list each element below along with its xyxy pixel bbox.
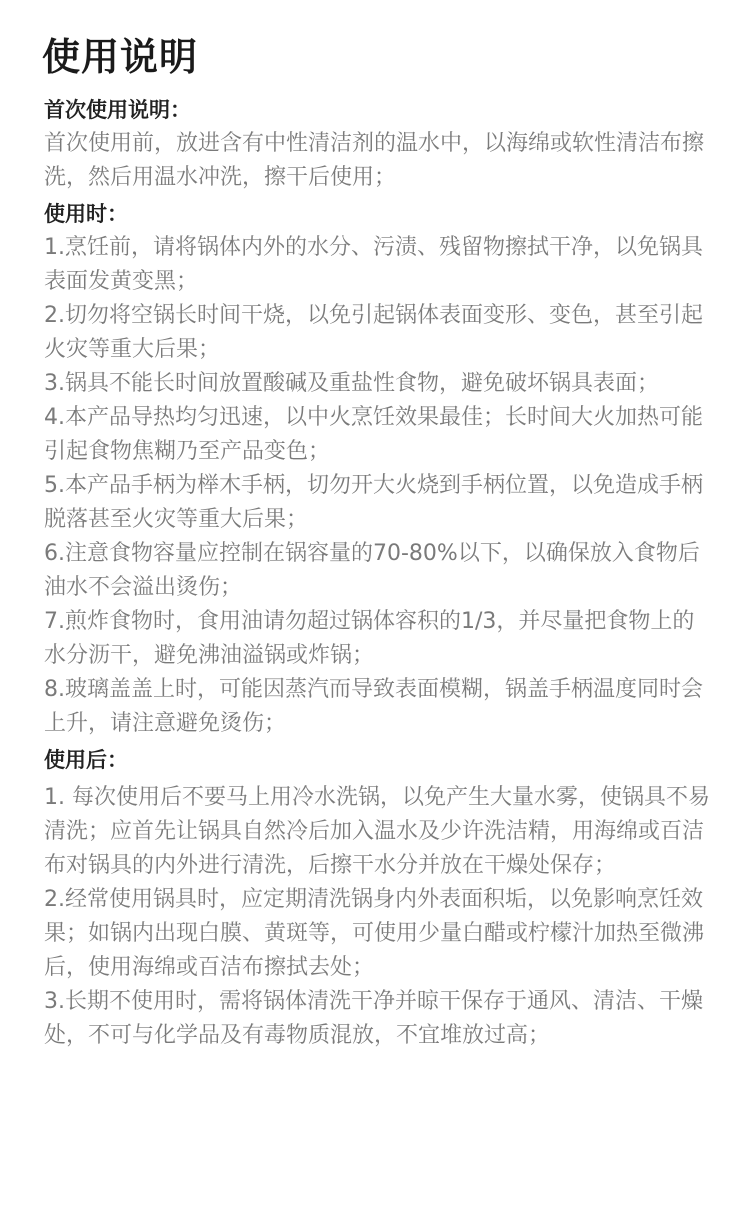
- during-use-item-3: 3.锅具不能长时间放置酸碱及重盐性食物，避免破坏锅具表面；: [44, 371, 659, 396]
- section-after-use: [42, 745, 710, 1053]
- after-use-item-2: 2.经常使用锅具时，应定期清洗锅身内外表面积垢，以免影响烹饪效果；如锅内出现白膜、黄斑等，可使用少量白醋或柠檬汁加热至微沸后，使用海绵或百洁布擦拭去处；: [44, 887, 705, 980]
- during-use-item-1: 1.烹饪前，请将锅体内外的水分、污渍、残留物擦拭干净，以免锅具表面发黄变黑；: [44, 235, 703, 294]
- page-title: 使用说明: [42, 35, 199, 79]
- during-use-item-4: 4.本产品导热均匀迅速，以中火烹饪效果最佳；长时间大火加热可能引起食物焦糊乃至产品变色；: [44, 405, 703, 464]
- section-during-use: [42, 199, 710, 741]
- during-use-item-7: 7.煎炸食物时，食用油请勿超过锅体容积的1/3，并尽量把食物上的水分沥干，避免沸油溢锅或炸锅；: [44, 609, 695, 668]
- during-use-item-5: 5.本产品手柄为榉木手柄，切勿开大火烧到手柄位置，以免造成手柄脱落甚至火灾等重大后果；: [44, 473, 703, 532]
- during-use-item-2: 2.切勿将空锅长时间干烧，以免引起锅体表面变形、变色，甚至引起火灾等重大后果；: [44, 303, 703, 362]
- after-use-item-3: 3.长期不使用时，需将锅体清洗干净并晾干保存于通风、清洁、干燥处，不可与化学品及有毒物质混放，不宜堆放过高；: [44, 989, 703, 1048]
- during-use-item-8: 8.玻璃盖盖上时，可能因蒸汽而导致表面模糊，锅盖手柄温度同时会上升，请注意避免烫伤；: [44, 677, 703, 736]
- section-heading-after-use: 使用后：: [44, 748, 128, 772]
- after-use-item-1: 1. 每次使用后不要马上用冷水洗锅，以免产生大量水雾，使锅具不易清洗；应首先让锅具自然冷后加入温水及少许洗洁精，用海绵或百洁布对锅具的内外进行清洗，后擦干水分并放在干燥处保存；: [44, 785, 710, 878]
- first-use-instruction: 首次使用前，放进含有中性清洁剂的温水中，以海绵或软性清洁布擦洗，然后用温水冲洗，擦干后使用；: [44, 131, 705, 190]
- section-heading-first-use: 首次使用说明：: [44, 98, 191, 122]
- section-heading-during-use: 使用时：: [44, 202, 128, 226]
- section-first-use: [42, 95, 710, 195]
- during-use-item-6: 6.注意食物容量应控制在锅容量的70-80%以下，以确保放入食物后油水不会溢出烫伤；: [44, 541, 700, 600]
